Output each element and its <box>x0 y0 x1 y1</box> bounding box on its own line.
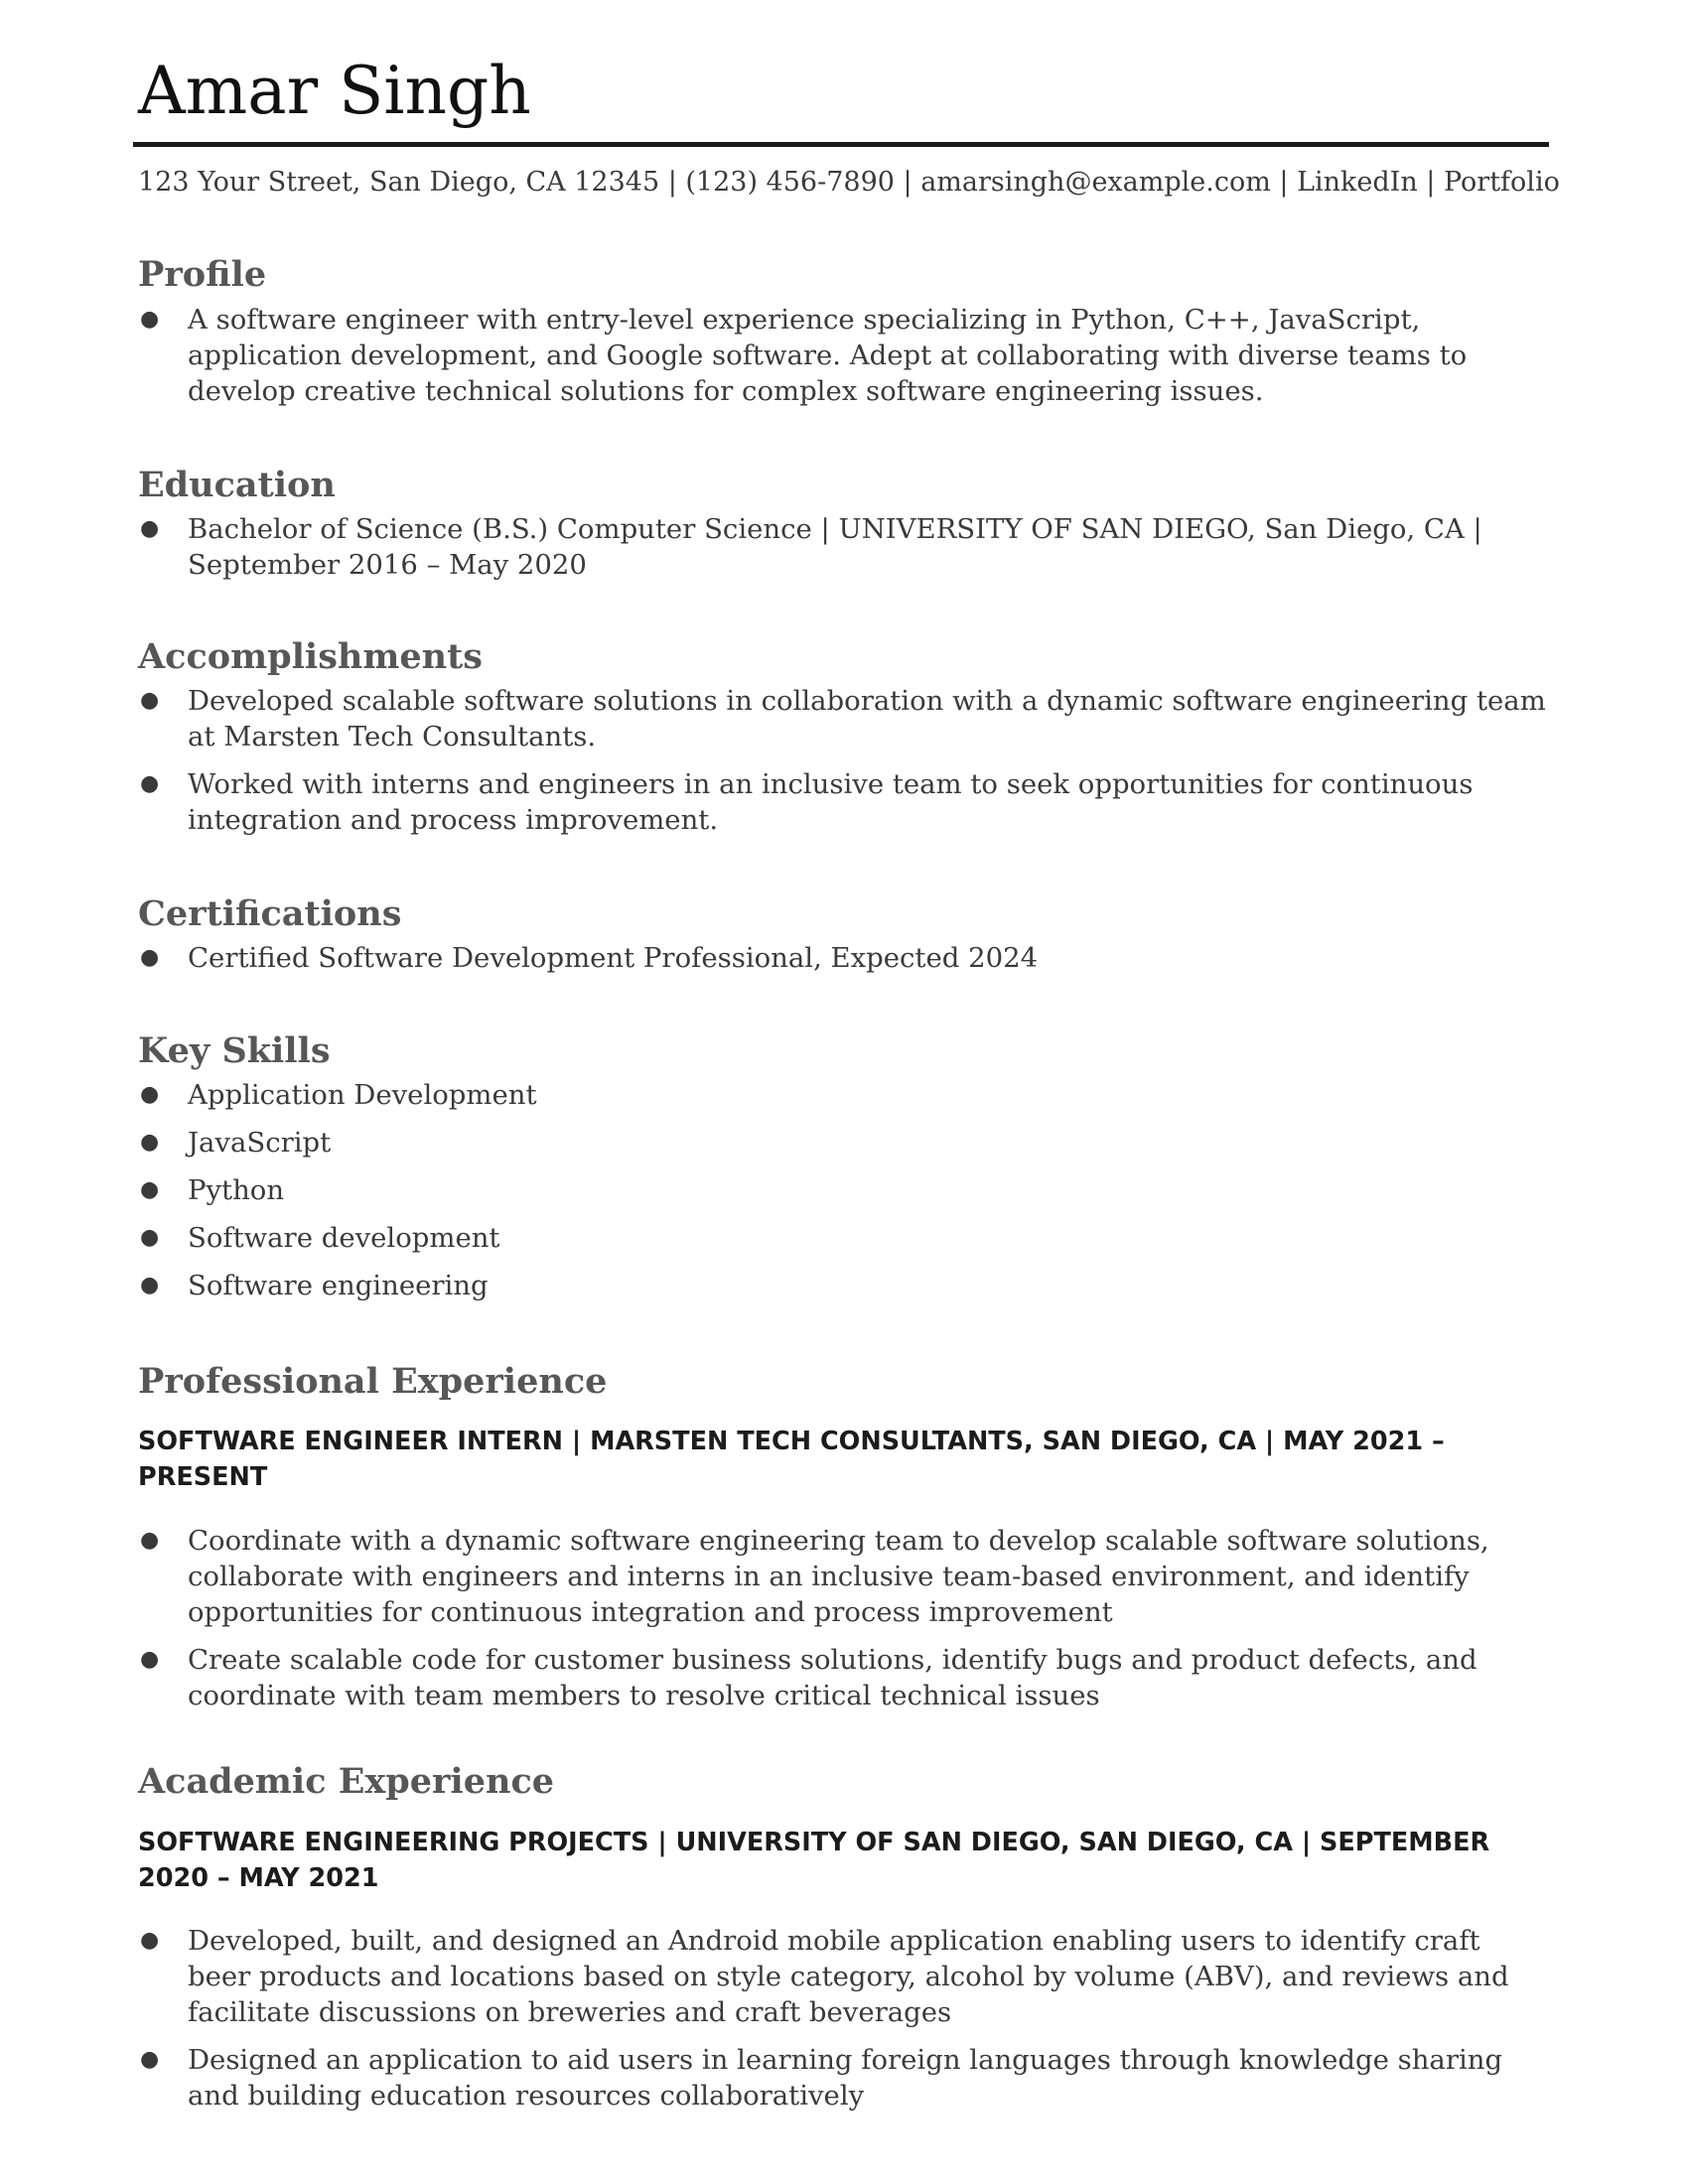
list-item-text: Designed an application to aid users in learning foreign languages through knowledge sharing and building education resources collaboratively <box>188 2044 1503 2112</box>
list-item <box>138 1642 1548 1713</box>
list-item <box>138 766 1548 838</box>
list-item-text: JavaScript <box>188 1127 332 1159</box>
section-title-professional-experience: Professional Experience <box>138 1361 608 1402</box>
header-divider <box>133 142 1549 147</box>
candidate-name: Amar Singh <box>138 53 531 129</box>
professional-list <box>138 1523 1548 1713</box>
section-title-profile: Profile <box>138 254 267 295</box>
list-item <box>138 1172 1548 1208</box>
list-item-text: Python <box>188 1174 285 1206</box>
list-item <box>138 1220 1548 1256</box>
bullet-icon: ● <box>140 2047 160 2072</box>
list-item <box>138 1268 1548 1303</box>
bullet-icon: ● <box>140 1225 160 1250</box>
list-item-text: Worked with interns and engineers in an inclusive team to seek opportunities for continuous integration and process improvement. <box>188 768 1474 836</box>
skills-list <box>138 1077 1548 1303</box>
education-list <box>138 511 1548 583</box>
list-item-text: Create scalable code for customer business solutions, identify bugs and product defects, and coordinate with team members to resolve critical technical issues <box>188 1644 1477 1711</box>
bullet-icon: ● <box>140 1928 160 1953</box>
contact-line: 123 Your Street, San Diego, CA 12345 | (123) 456-7890 | amarsingh@example.com | LinkedIn | Portfolio <box>138 167 1560 198</box>
section-title-certifications: Certifications <box>138 893 402 934</box>
list-item-text: Application Development <box>188 1079 537 1111</box>
list-item <box>138 1125 1548 1160</box>
bullet-icon: ● <box>140 307 160 332</box>
certifications-list <box>138 940 1548 976</box>
bullet-icon: ● <box>140 1130 160 1155</box>
list-item-text: Software engineering <box>188 1270 489 1301</box>
list-item-text: Certified Software Development Professional, Expected 2024 <box>188 942 1039 974</box>
list-item-text: Software development <box>188 1222 500 1254</box>
list-item <box>138 511 1548 583</box>
section-title-education: Education <box>138 465 336 505</box>
list-item <box>138 2042 1548 2114</box>
bullet-icon: ● <box>140 688 160 713</box>
section-title-accomplishments: Accomplishments <box>138 636 483 677</box>
list-item-text: Coordinate with a dynamic software engineering team to develop scalable software solutions, collaborate with engineers and interns in an inclusive team-based environment, and identify opportunities for continuous integration and process improvement <box>188 1525 1489 1628</box>
bullet-icon: ● <box>140 1177 160 1202</box>
job-heading: SOFTWARE ENGINEER INTERN | MARSTEN TECH CONSULTANTS, SAN DIEGO, CA | MAY 2021 – PRESENT <box>138 1427 1445 1492</box>
bullet-icon: ● <box>140 1647 160 1672</box>
list-item <box>138 302 1548 409</box>
list-item-text: Bachelor of Science (B.S.) Computer Science | UNIVERSITY OF SAN DIEGO, San Diego, CA | September 2016 – May 2020 <box>188 513 1482 581</box>
academic-list <box>138 1923 1548 2114</box>
bullet-icon: ● <box>140 945 160 970</box>
profile-list <box>138 302 1548 409</box>
accomplishments-list <box>138 683 1548 838</box>
list-item <box>138 940 1548 976</box>
list-item-text: A software engineer with entry-level experience specializing in Python, C++, JavaScript, application development, and Google software. Adept at collaborating with diverse teams to develop creative technical solutions for complex software engineering issues. <box>188 304 1468 407</box>
list-item-text: Developed, built, and designed an Android mobile application enabling users to identify craft beer products and locations based on style category, alcohol by volume (ABV), and reviews and facilitate discussions on breweries and craft beverages <box>188 1925 1509 2028</box>
job-heading: SOFTWARE ENGINEERING PROJECTS | UNIVERSITY OF SAN DIEGO, SAN DIEGO, CA | SEPTEMBER 2020 – MAY 2021 <box>138 1828 1490 1893</box>
bullet-icon: ● <box>140 516 160 541</box>
bullet-icon: ● <box>140 1082 160 1107</box>
list-item <box>138 683 1548 754</box>
bullet-icon: ● <box>140 1528 160 1553</box>
list-item-text: Developed scalable software solutions in collaboration with a dynamic software engineering team at Marsten Tech Consultants. <box>188 685 1546 752</box>
list-item <box>138 1077 1548 1113</box>
bullet-icon: ● <box>140 771 160 796</box>
section-title-skills: Key Skills <box>138 1030 331 1071</box>
bullet-icon: ● <box>140 1273 160 1297</box>
section-title-academic-experience: Academic Experience <box>138 1761 555 1802</box>
list-item <box>138 1523 1548 1630</box>
list-item <box>138 1923 1548 2030</box>
